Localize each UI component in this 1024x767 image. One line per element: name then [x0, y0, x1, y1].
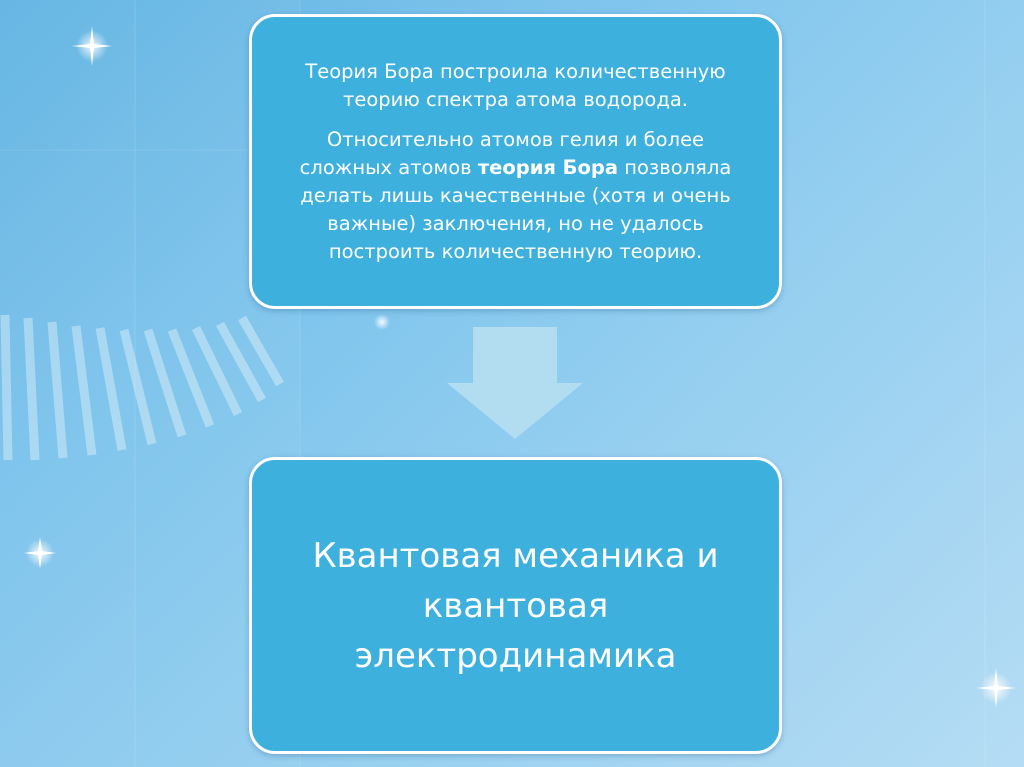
quantum-mechanics-box — [249, 457, 782, 754]
bg-panel — [0, 0, 135, 767]
quantum-mechanics-label: Квантовая механика и квантовая электродинамика — [312, 535, 719, 676]
paragraph-2-start: Относительно атомов гелия и более сложных атомов — [299, 127, 705, 179]
bohr-theory-paragraph-2 — [280, 126, 751, 266]
paragraph-2-bold: теория Бора — [477, 155, 619, 179]
bohr-theory-box — [249, 14, 782, 309]
arrow-down-icon — [447, 327, 583, 439]
paragraph-2-end: позволяла делать лишь качественные (хотя и очень важные) заключения, но не удалось построить количественную теорию. — [300, 155, 732, 263]
arrow-shape — [447, 327, 583, 439]
sparkle-icon — [374, 314, 390, 330]
sparkle-icon — [976, 668, 1016, 708]
bohr-theory-paragraph-1: Теория Бора построила количественную теорию спектра атома водорода. — [305, 59, 726, 111]
